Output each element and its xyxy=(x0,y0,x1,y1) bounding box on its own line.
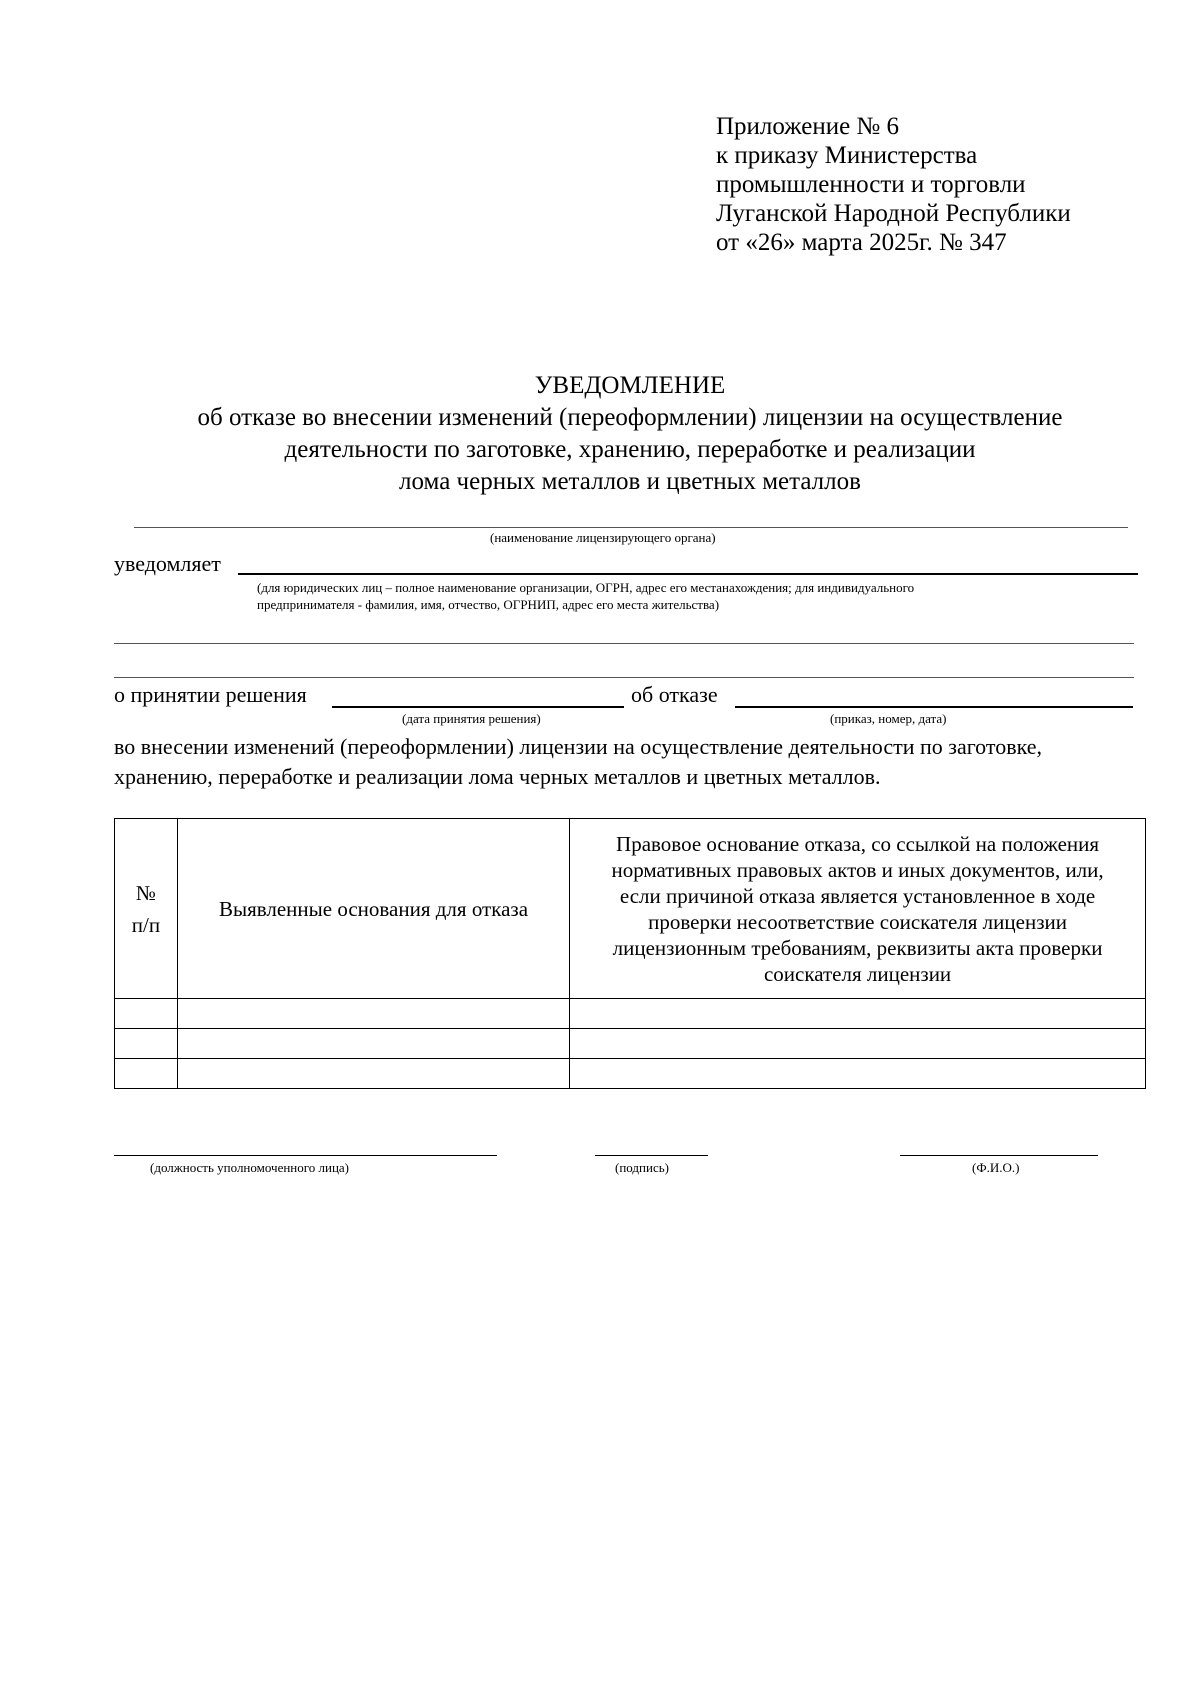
title-line: деятельности по заготовке, хранению, переработке и реализации xyxy=(284,436,976,463)
body-text-line: во внесении изменений (переоформлении) лицензии на осуществление деятельности по заготовке, xyxy=(114,734,1043,759)
column-number-symbol: № xyxy=(135,880,156,905)
table-header-row xyxy=(115,819,1146,999)
notifies-label: уведомляет xyxy=(114,551,221,576)
body-text-line: хранению, переработке и реализации лома черных металлов и цветных металлов. xyxy=(114,764,881,789)
table-cell[interactable] xyxy=(115,1029,178,1059)
order-line[interactable] xyxy=(735,706,1133,708)
table-cell[interactable] xyxy=(570,1059,1146,1089)
position-line[interactable] xyxy=(114,1155,497,1156)
decision-date-line[interactable] xyxy=(332,706,624,708)
annex-line: промышленности и торговли xyxy=(716,171,1026,198)
refusal-grounds-table xyxy=(114,818,1146,1089)
refusal-label: об отказе xyxy=(631,682,718,707)
legal-basis-line: Правовое основание отказа, со ссылкой на положения xyxy=(616,831,1100,856)
table-row xyxy=(115,1029,1146,1059)
full-name-line[interactable] xyxy=(900,1155,1098,1156)
licensing-organ-caption: (наименование лицензирующего органа) xyxy=(490,530,716,545)
order-caption: (приказ, номер, дата) xyxy=(830,711,947,726)
table-cell[interactable] xyxy=(177,1029,569,1059)
decision-date-caption: (дата принятия решения) xyxy=(402,711,541,726)
legal-basis-line: лицензионным требованиям, реквизиты акта проверки xyxy=(612,935,1103,960)
document-title xyxy=(0,370,1200,498)
table-cell[interactable] xyxy=(177,1059,569,1089)
signature-caption: (подпись) xyxy=(615,1160,669,1175)
annex-block xyxy=(716,112,1071,257)
title-line: лома черных металлов и цветных металлов xyxy=(399,468,861,495)
applicant-caption: (для юридических лиц – полное наименование организации, ОГРН, адрес его местанахождения; для индивидуального xyxy=(257,580,915,595)
legal-basis-line: соискателя лицензии xyxy=(763,961,952,986)
table-row xyxy=(115,1059,1146,1089)
table-cell[interactable] xyxy=(115,1059,178,1089)
blank-line[interactable] xyxy=(114,643,1134,644)
column-number-abbrev: п/п xyxy=(131,912,161,937)
annex-line: к приказу Министерства xyxy=(716,142,978,169)
licensing-organ-line[interactable] xyxy=(134,527,1128,528)
table-cell[interactable] xyxy=(177,999,569,1029)
table-cell[interactable] xyxy=(570,1029,1146,1059)
legal-basis-line: нормативных правовых актов и иных документов, или, xyxy=(611,857,1104,882)
full-name-caption: (Ф.И.О.) xyxy=(972,1160,1020,1175)
applicant-line[interactable] xyxy=(238,573,1138,575)
annex-line: Луганской Народной Республики xyxy=(716,200,1071,227)
annex-line: от «26» марта 2025г. № 347 xyxy=(716,229,1007,256)
signature-line[interactable] xyxy=(595,1155,708,1156)
title-heading: УВЕДОМЛЕНИЕ xyxy=(534,372,726,399)
table-cell[interactable] xyxy=(115,999,178,1029)
title-line: об отказе во внесении изменений (переоформлении) лицензии на осуществление xyxy=(197,404,1063,431)
column-number-header xyxy=(115,819,178,999)
decision-label: о принятии решения xyxy=(114,682,307,707)
column-legal-basis-header xyxy=(570,819,1146,999)
table-cell[interactable] xyxy=(570,999,1146,1029)
legal-basis-line: проверки несоответствие соискателя лицензии xyxy=(648,909,1067,934)
position-caption: (должность уполномоченного лица) xyxy=(150,1160,350,1175)
applicant-caption: предпринимателя - фамилия, имя, отчество, ОГРНИП, адрес его места жительства) xyxy=(257,597,720,612)
blank-line[interactable] xyxy=(114,677,1134,678)
legal-basis-line: если причиной отказа является установленное в ходе xyxy=(619,883,1096,908)
table-row xyxy=(115,999,1146,1029)
column-grounds-header: Выявленные основания для отказа xyxy=(177,819,569,999)
annex-line: Приложение № 6 xyxy=(716,113,900,140)
